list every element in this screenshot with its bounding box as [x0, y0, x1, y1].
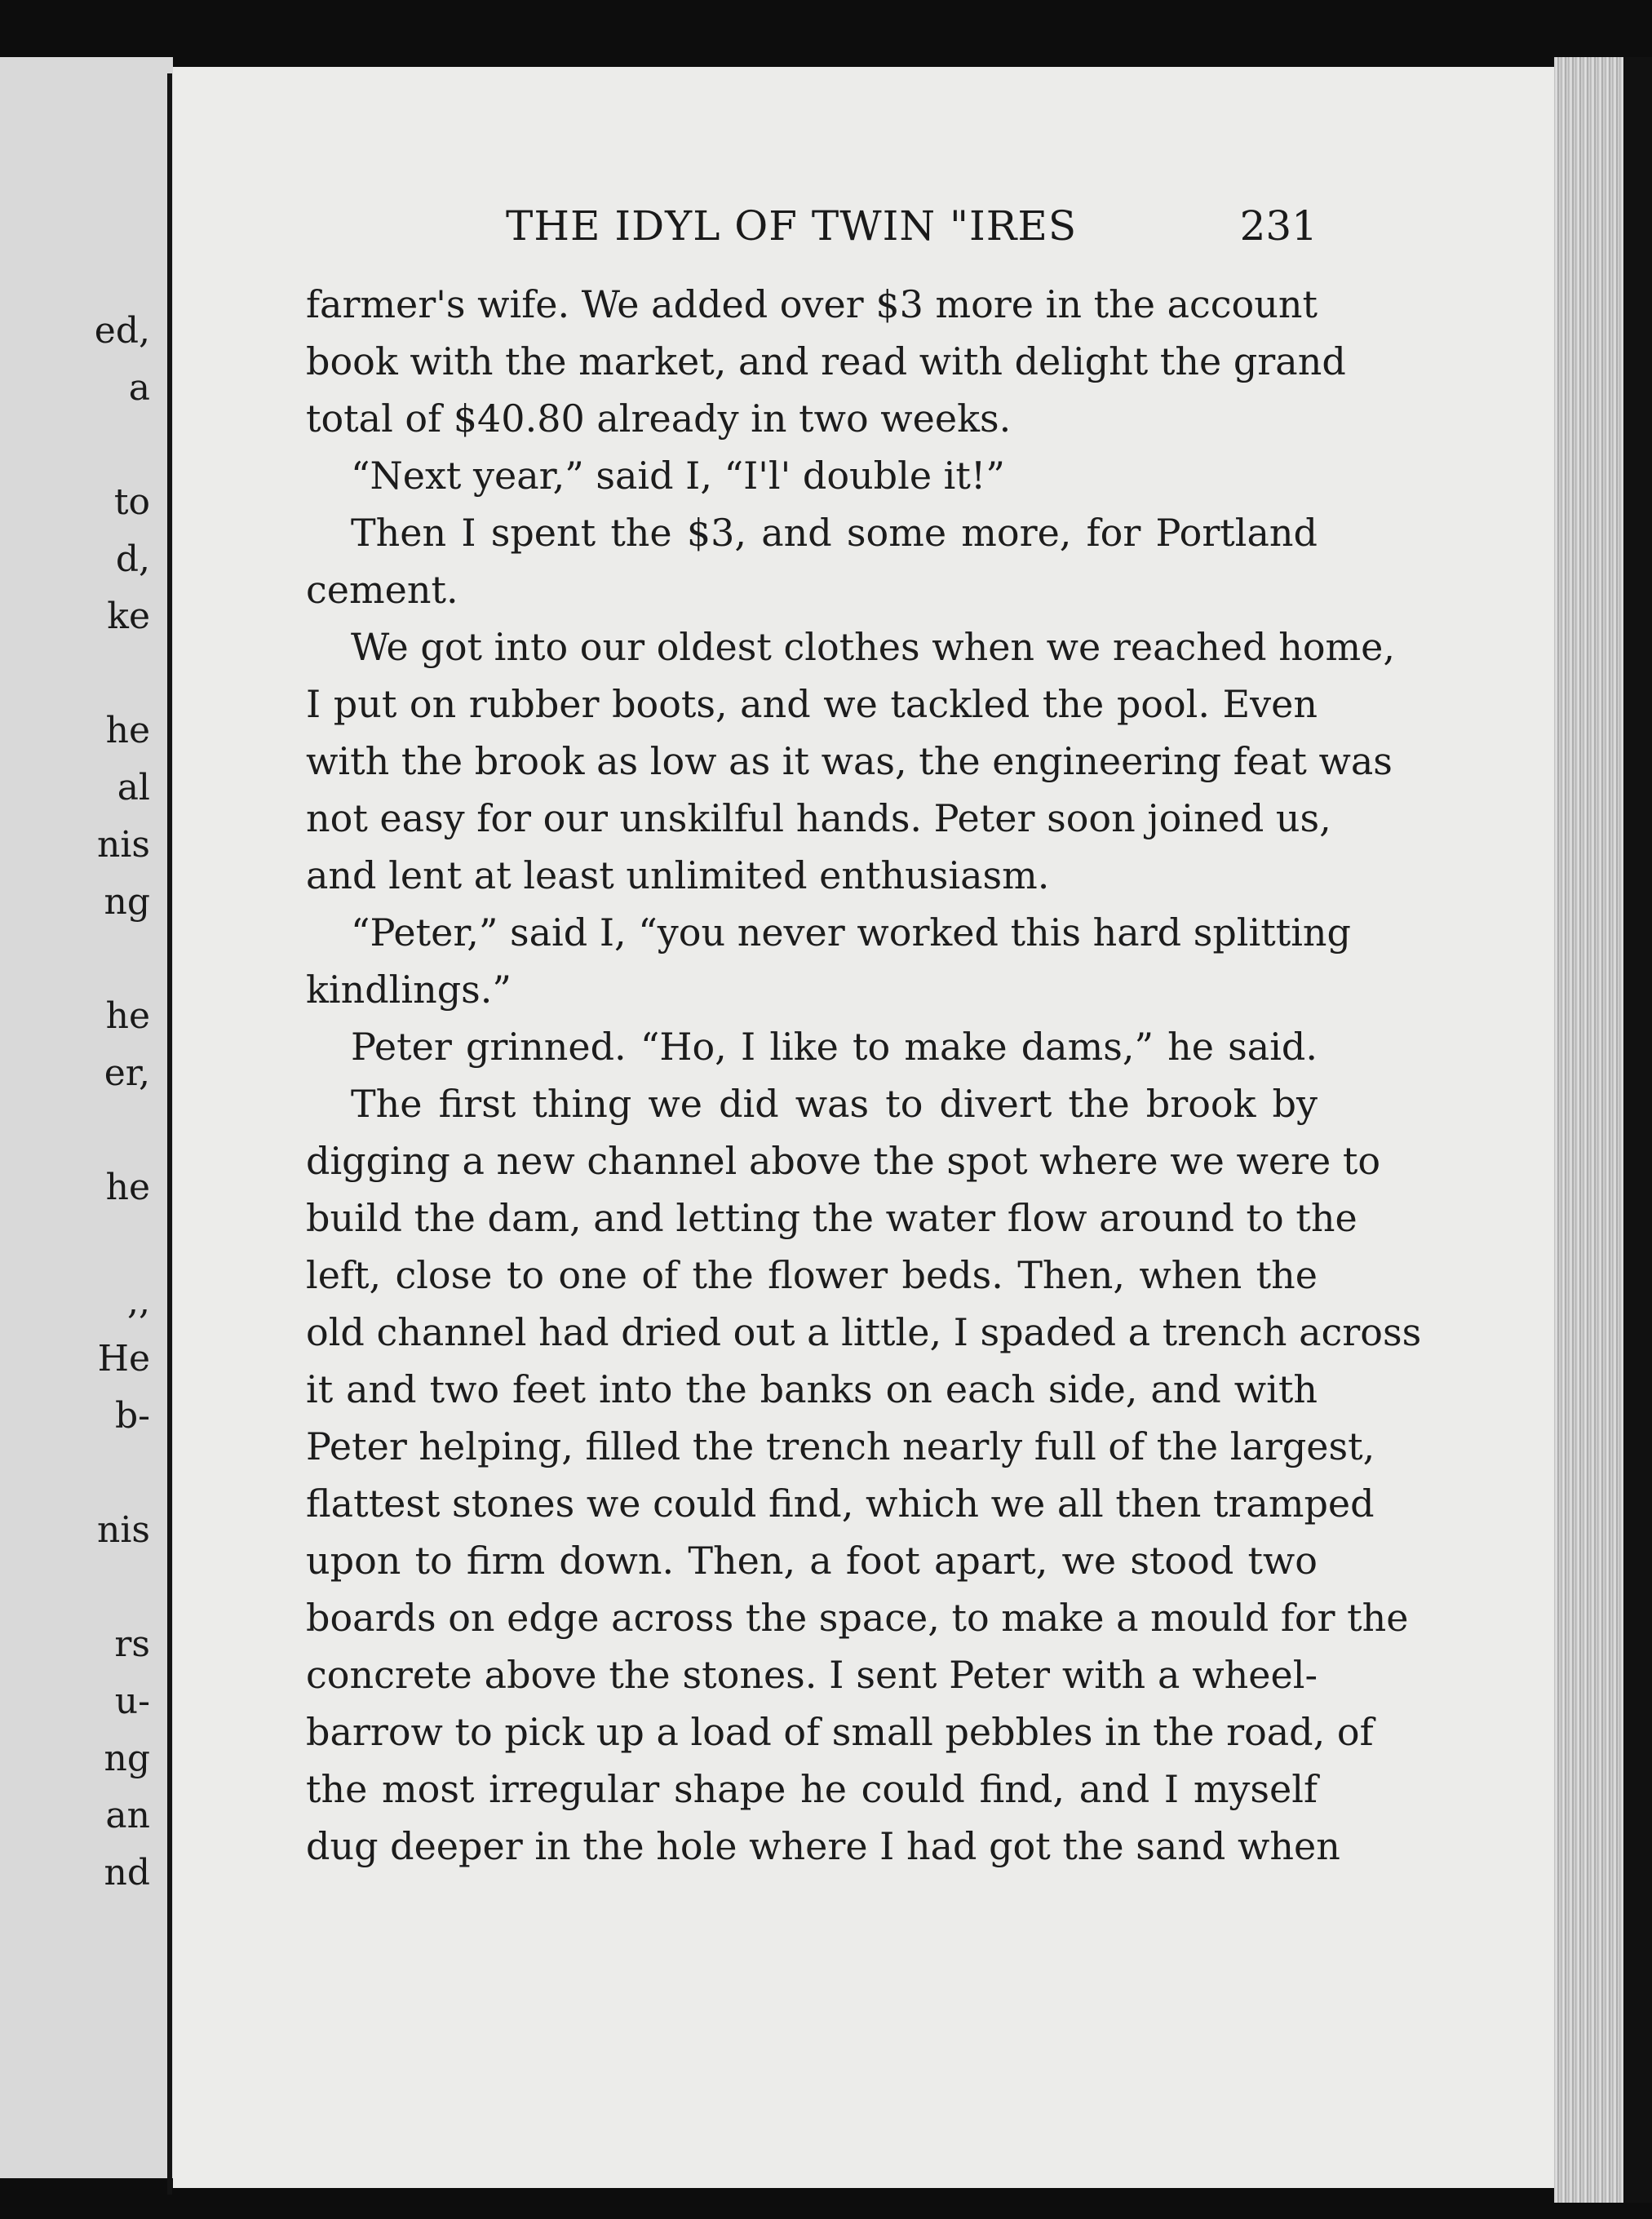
- left-page-fragment: u-: [114, 1681, 150, 1722]
- left-page-fragment: He: [97, 1338, 150, 1380]
- body-text: [306, 276, 1422, 1875]
- left-page-fragment: he: [105, 995, 150, 1037]
- text-line: barrow to pick up a load of small pebbles in the road, of: [306, 1710, 1374, 1754]
- left-page-fragment: ,,: [127, 1281, 150, 1322]
- left-page-fragment: an: [105, 1795, 150, 1836]
- text-line: old channel had dried out a little, I spaded a trench across: [306, 1310, 1422, 1354]
- text-line: “Next year,” said I, “I'l' double it!”: [351, 454, 1005, 498]
- text-line: not easy for our unskilful hands. Peter soon joined us,: [306, 796, 1331, 840]
- text-line: the most irregular shape he could find, and I myself: [306, 1767, 1318, 1811]
- text-line: total of $40.80 already in two weeks.: [306, 396, 1012, 441]
- text-line: farmer's wife. We added over $3 more in the account: [306, 282, 1318, 326]
- text-line: digging a new channel above the spot where we were to: [306, 1139, 1381, 1183]
- left-page-fragment: to: [113, 481, 150, 523]
- text-line: Peter helping, filled the trench nearly full of the largest,: [306, 1424, 1375, 1468]
- running-header: [306, 202, 1318, 259]
- text-line: concrete above the stones. I sent Peter with a wheel-: [306, 1653, 1318, 1697]
- text-line: “Peter,” said I, “you never worked this hard splitting: [351, 910, 1351, 954]
- left-page-fragment: nd: [104, 1852, 150, 1893]
- text-line: I put on rubber boots, and we tackled the pool. Even: [306, 682, 1318, 726]
- left-page-fragment: he: [105, 1167, 150, 1208]
- text-line: upon to firm down. Then, a foot apart, we stood two: [306, 1539, 1318, 1583]
- text-line: left, close to one of the flower beds. Then, when the: [306, 1253, 1318, 1297]
- text-line: book with the market, and read with delight the grand: [306, 339, 1346, 383]
- page-edges: [1554, 57, 1623, 2203]
- left-page-fragment: d,: [115, 538, 150, 580]
- text-line: Peter grinned. “Ho, I like to make dams,” he said.: [351, 1025, 1318, 1069]
- text-line: flattest stones we could find, which we all then tramped: [306, 1482, 1375, 1526]
- running-title: THE IDYL OF TWIN "IRES: [506, 202, 1078, 250]
- text-line: dug deeper in the hole where I had got the sand when: [306, 1824, 1340, 1868]
- left-page-fragment: a: [128, 367, 150, 409]
- text-line: We got into our oldest clothes when we reached home,: [351, 625, 1396, 669]
- left-page-fragment: rs: [114, 1623, 150, 1665]
- left-page-fragment: ng: [104, 881, 150, 923]
- book-gutter: [167, 73, 172, 2195]
- left-facing-page: [0, 57, 173, 2178]
- text-line: with the brook as low as it was, the engineering feat was: [306, 739, 1393, 783]
- left-page-fragment: b-: [114, 1395, 150, 1437]
- text-line: it and two feet into the banks on each side, and with: [306, 1367, 1318, 1411]
- left-page-fragment: er,: [104, 1052, 150, 1094]
- left-page-fragment: nis: [97, 824, 150, 866]
- text-line: cement.: [306, 568, 458, 612]
- text-line: The first thing we did was to divert the brook by: [351, 1082, 1318, 1126]
- left-page-fragment: ng: [104, 1738, 150, 1779]
- page-edge-shadow: [1623, 57, 1652, 2203]
- text-line: and lent at least unlimited enthusiasm.: [306, 853, 1050, 897]
- text-line: kindlings.”: [306, 968, 512, 1012]
- left-page-fragment: ke: [107, 596, 150, 637]
- left-page-fragment: he: [105, 710, 150, 751]
- text-line: Then I spent the $3, and some more, for Portland: [351, 511, 1318, 555]
- left-page-fragment: al: [117, 767, 150, 808]
- left-page-fragment: ed,: [94, 310, 150, 352]
- page-number: 231: [1239, 202, 1318, 250]
- text-line: build the dam, and letting the water flow around to the: [306, 1196, 1357, 1240]
- text-line: boards on edge across the space, to make a mould for the: [306, 1596, 1409, 1640]
- left-page-fragment: nis: [97, 1509, 150, 1551]
